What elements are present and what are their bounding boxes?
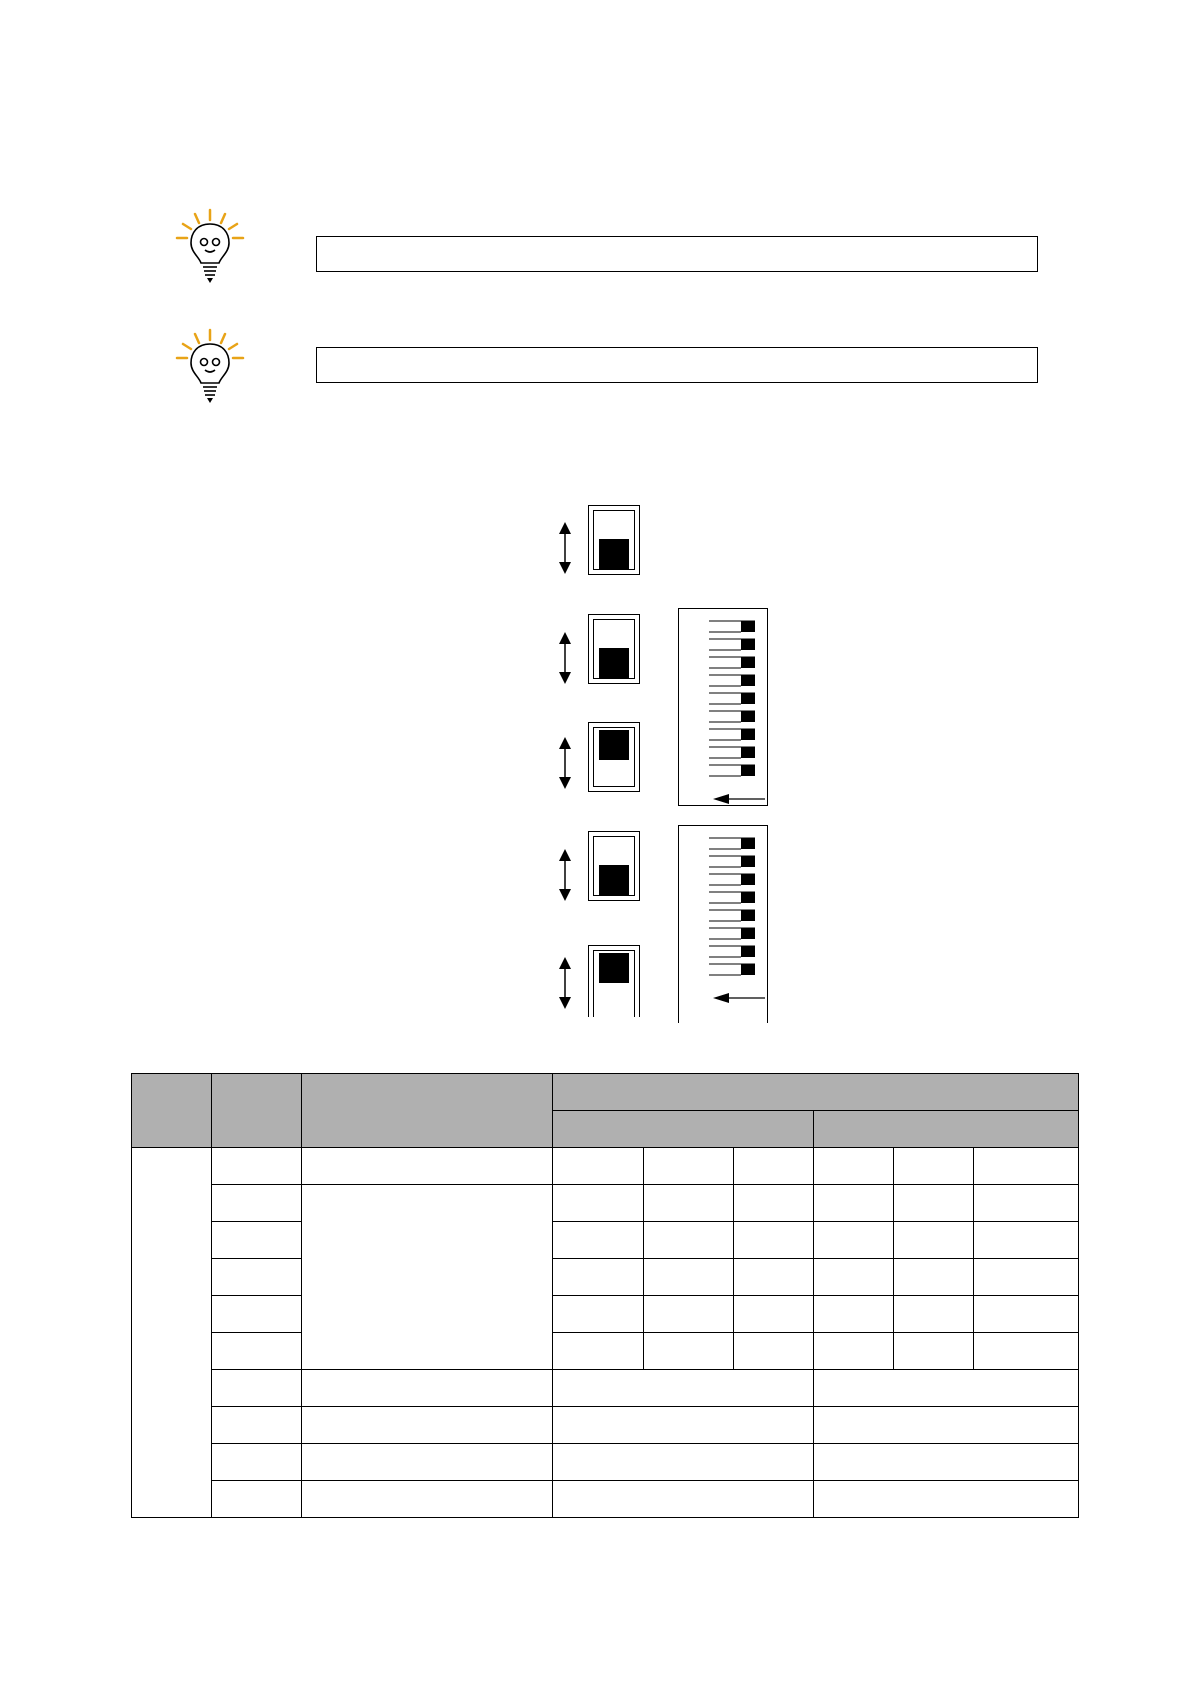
table-cell <box>302 1407 553 1444</box>
dip-switch-knob <box>741 856 755 867</box>
dip-switch-knob <box>741 747 755 758</box>
up-down-arrow-icon <box>557 630 573 686</box>
spec-table <box>131 1073 1079 1518</box>
lightbulb-icon <box>175 328 245 408</box>
table-cell <box>734 1296 814 1333</box>
dip-switch-knob <box>741 621 755 632</box>
table-cell <box>302 1185 553 1370</box>
dip-switch-knob <box>741 910 755 921</box>
switch-knob <box>599 953 629 983</box>
dip-switch-knob <box>741 946 755 957</box>
table-cell <box>974 1333 1079 1370</box>
table-header-cell <box>553 1111 814 1148</box>
dip-switch-knob <box>741 675 755 686</box>
left-arrow-icon <box>713 993 765 1003</box>
toggle-switch[interactable] <box>588 505 640 575</box>
dip-switch-knob <box>741 928 755 939</box>
table-cell <box>302 1481 553 1518</box>
table-header-cell <box>814 1111 1079 1148</box>
up-down-arrow-icon <box>557 955 573 1011</box>
dip-switch-knob <box>741 639 755 650</box>
table-row <box>132 1333 1079 1370</box>
dip-switch-knob <box>741 838 755 849</box>
table-cell <box>644 1185 734 1222</box>
dip-switch-knob <box>741 964 755 975</box>
table-cell <box>814 1481 1079 1518</box>
table-cell <box>734 1148 814 1185</box>
dip-switch-graphic <box>679 826 767 1022</box>
dip-switch-position[interactable] <box>709 765 755 776</box>
table-cell <box>894 1222 974 1259</box>
switch-knob <box>599 730 629 760</box>
table-row <box>132 1407 1079 1444</box>
table-cell <box>814 1148 894 1185</box>
switch-knob <box>599 539 629 569</box>
dip-switch-position[interactable] <box>709 711 755 722</box>
toggle-switch[interactable] <box>588 722 640 792</box>
table-cell <box>302 1444 553 1481</box>
table-cell <box>814 1333 894 1370</box>
dip-switch-position[interactable] <box>709 639 755 650</box>
table-cell <box>894 1185 974 1222</box>
dip-switch-position[interactable] <box>709 964 755 975</box>
up-down-arrow-icon <box>557 847 573 903</box>
table-row <box>132 1481 1079 1518</box>
dip-switch-knob <box>741 711 755 722</box>
dip-switch-position[interactable] <box>709 657 755 668</box>
table-cell <box>212 1370 302 1407</box>
table-cell <box>644 1222 734 1259</box>
dip-switch-position[interactable] <box>709 946 755 957</box>
table-row <box>132 1185 1079 1222</box>
dip-switch-position[interactable] <box>709 874 755 885</box>
table-cell <box>894 1148 974 1185</box>
table-header-cell <box>132 1074 212 1148</box>
table-cell <box>814 1407 1079 1444</box>
table-cell <box>212 1296 302 1333</box>
table-cell <box>302 1148 553 1185</box>
switch-knob <box>599 648 629 678</box>
table-row <box>132 1444 1079 1481</box>
toggle-switch[interactable] <box>588 614 640 684</box>
table-cell <box>212 1185 302 1222</box>
table-cell <box>974 1259 1079 1296</box>
table-row <box>132 1148 1079 1185</box>
table-cell <box>974 1185 1079 1222</box>
dip-switch-block <box>678 825 768 1023</box>
table-cell <box>212 1333 302 1370</box>
table-cell <box>644 1148 734 1185</box>
table-cell <box>814 1370 1079 1407</box>
table-cell <box>212 1148 302 1185</box>
lightbulb-icon <box>175 208 245 288</box>
dip-switch-position[interactable] <box>709 675 755 686</box>
table-cell <box>644 1333 734 1370</box>
dip-switch-knob <box>741 729 755 740</box>
dip-switch-position[interactable] <box>709 747 755 758</box>
table-header-cell <box>212 1074 302 1148</box>
table-cell <box>212 1481 302 1518</box>
table-cell <box>553 1259 644 1296</box>
tip-text <box>317 348 1037 364</box>
table-cell <box>553 1185 644 1222</box>
toggle-switch[interactable] <box>588 945 640 1017</box>
table-cell <box>553 1333 644 1370</box>
dip-switch-knob <box>741 874 755 885</box>
table-header-cell <box>553 1074 1079 1111</box>
table-cell <box>814 1222 894 1259</box>
table-row <box>132 1296 1079 1333</box>
table-cell <box>212 1259 302 1296</box>
dip-switch-position[interactable] <box>709 693 755 704</box>
table-cell <box>212 1407 302 1444</box>
table-cell <box>974 1222 1079 1259</box>
dip-switch-knob <box>741 693 755 704</box>
dip-switch-position[interactable] <box>709 729 755 740</box>
table-cell <box>212 1222 302 1259</box>
table-cell <box>974 1148 1079 1185</box>
dip-switch-position[interactable] <box>709 892 755 903</box>
table-cell <box>553 1296 644 1333</box>
dip-switch-position[interactable] <box>709 856 755 867</box>
table-cell <box>814 1259 894 1296</box>
dip-switch-knob <box>741 892 755 903</box>
table-row <box>132 1259 1079 1296</box>
dip-switch-block <box>678 608 768 806</box>
table-cell <box>814 1444 1079 1481</box>
table-cell <box>553 1407 814 1444</box>
table-row <box>132 1222 1079 1259</box>
table-header-cell <box>302 1074 553 1148</box>
tip-box <box>316 236 1038 272</box>
table-cell <box>894 1296 974 1333</box>
table-cell <box>734 1259 814 1296</box>
table-cell <box>734 1222 814 1259</box>
dip-switch-position[interactable] <box>709 621 755 632</box>
table-cell <box>553 1481 814 1518</box>
table-cell <box>553 1148 644 1185</box>
up-down-arrow-icon <box>557 735 573 791</box>
up-down-arrow-icon <box>557 520 573 576</box>
table-cell <box>302 1370 553 1407</box>
dip-switch-position[interactable] <box>709 838 755 849</box>
table-cell <box>212 1444 302 1481</box>
table-cell <box>644 1296 734 1333</box>
dip-switch-position[interactable] <box>709 928 755 939</box>
table-cell <box>894 1259 974 1296</box>
dip-switch-knob <box>741 765 755 776</box>
table-cell <box>734 1185 814 1222</box>
table-cell <box>734 1333 814 1370</box>
table-cell <box>553 1370 814 1407</box>
left-arrow-icon <box>713 794 765 804</box>
table-cell <box>814 1185 894 1222</box>
table-cell <box>553 1222 644 1259</box>
table-cell <box>132 1148 212 1518</box>
table-cell <box>974 1296 1079 1333</box>
table-cell <box>644 1259 734 1296</box>
switch-knob <box>599 865 629 895</box>
table-row <box>132 1370 1079 1407</box>
tip-box <box>316 347 1038 383</box>
toggle-switch[interactable] <box>588 831 640 901</box>
table-cell <box>814 1296 894 1333</box>
dip-switch-position[interactable] <box>709 910 755 921</box>
dip-switch-knob <box>741 657 755 668</box>
table-cell <box>894 1333 974 1370</box>
table-cell <box>553 1444 814 1481</box>
dip-switch-graphic <box>679 609 767 805</box>
tip-text <box>317 237 1037 253</box>
